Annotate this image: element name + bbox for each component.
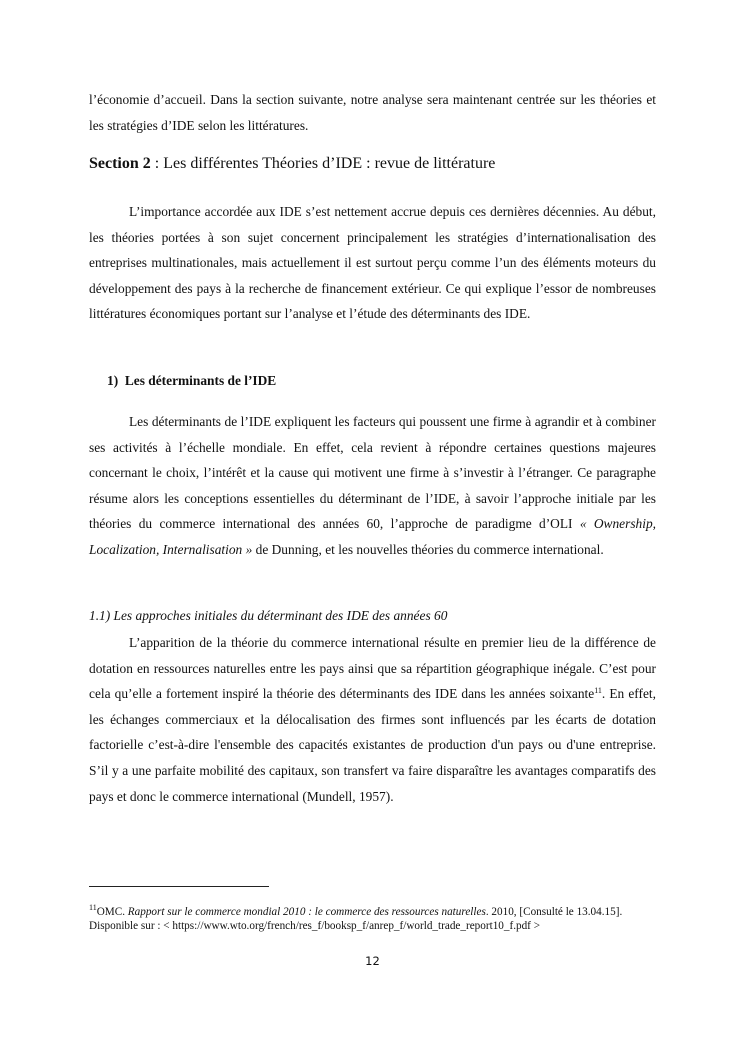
- intro-paragraph: l’économie d’accueil. Dans la section suivante, notre analyse sera maintenant centrée sur les théories et les stratégies d’IDE selon les littératures.: [89, 92, 656, 133]
- subsection-1-1-body: [89, 630, 656, 809]
- subsection-1-paragraph: [89, 409, 656, 563]
- subsection-1-title: Les déterminants de l’IDE: [124, 373, 277, 388]
- footnote-org: OMC.: [96, 906, 128, 918]
- subsection-1-1-heading: [89, 606, 656, 626]
- footnote-separator: [89, 886, 269, 887]
- page-number: 12: [365, 954, 380, 968]
- footnote-available: Disponible sur : < https://www.wto.org/french/res_f/booksp_f/anrep_f/world_trade_report10_f.pdf >: [89, 919, 541, 932]
- subsection-1-text-a: Les déterminants de l’IDE expliquent les facteurs qui poussent une firme à agrandir et à combiner ses activités à l’échelle mondiale. En effet, cela revient à répondre certaines questions majeures concernant le choix, l’intérêt et la cause qui motivent une firme à s’investir à l’étranger. Ce paragraphe résume alors les conceptions essentielles du déterminant de l’IDE, à savoir l’approche initiale par les théories du commerce international des années 60, l’approche de paradigme d’OLI: [89, 414, 656, 532]
- subsection-1-1-text-a: L’apparition de la théorie du commerce international résulte en premier lieu de la différence de dotation en ressources naturelles entre les pays ainsi que sa répartition géographique inégale. C’est pour cela qu’elle a fortement inspiré la théorie des déterminants des IDE dans les années soixante: [89, 635, 656, 702]
- intro-block: [89, 87, 656, 138]
- footnote: [89, 903, 656, 920]
- subsection-1-body: [89, 409, 656, 563]
- subsection-1-number: 1): [107, 373, 119, 388]
- subsection-1-1-title: 1.1) Les approches initiales du déterminant des IDE des années 60: [89, 608, 448, 623]
- subsection-1-text-b: de Dunning, et les nouvelles théories du commerce international.: [252, 541, 604, 557]
- section-2-paragraph: L’importance accordée aux IDE s’est nettement accrue depuis ces dernières décennies. Au début, les théories portées à son sujet concernent principalement les stratégies d’internationalisation des entreprises multinationales, mais actuellement il est surtout perçu comme l’un des éléments moteurs du développement des pays à la recherche de financement extérieur. Ce qui explique l’essor de nombreuses littératures économiques portant sur l’analyse et l’étude des déterminants des IDE.: [89, 204, 656, 322]
- footnote-consulted: . 2010, [Consulté le 13.04.15].: [485, 906, 623, 918]
- footnote-number: 11: [89, 903, 97, 912]
- subsection-1-heading: [107, 371, 627, 391]
- footnote-title: Rapport sur le commerce mondial 2010 : le commerce des ressources naturelles: [127, 906, 486, 918]
- section-2-heading: [89, 153, 656, 175]
- section-2-body: [89, 199, 656, 327]
- section-2-title: : Les différentes Théories d’IDE : revue de littérature: [150, 155, 496, 172]
- oli-paradigm: « Ownership, Localization, Internalisation »: [89, 516, 657, 557]
- subsection-1-1-text-b: . En effet, les échanges commerciaux et la délocalisation des firmes sont influencés par les écarts de dotation factorielle c’est-à-dire l'ensemble des capacités existantes de production d'un pays ou d'une entreprise. S’il y a une parfaite mobilité des capitaux, son transfert va faire disparaître les avantages comparatifs des pays et donc le commerce international (Mundell, 1957).: [89, 686, 656, 804]
- section-2-label: Section 2: [89, 155, 151, 172]
- subsection-1-1-paragraph: [89, 630, 656, 809]
- footnote-ref[interactable]: 11: [594, 686, 602, 696]
- footnote-block: [89, 903, 656, 933]
